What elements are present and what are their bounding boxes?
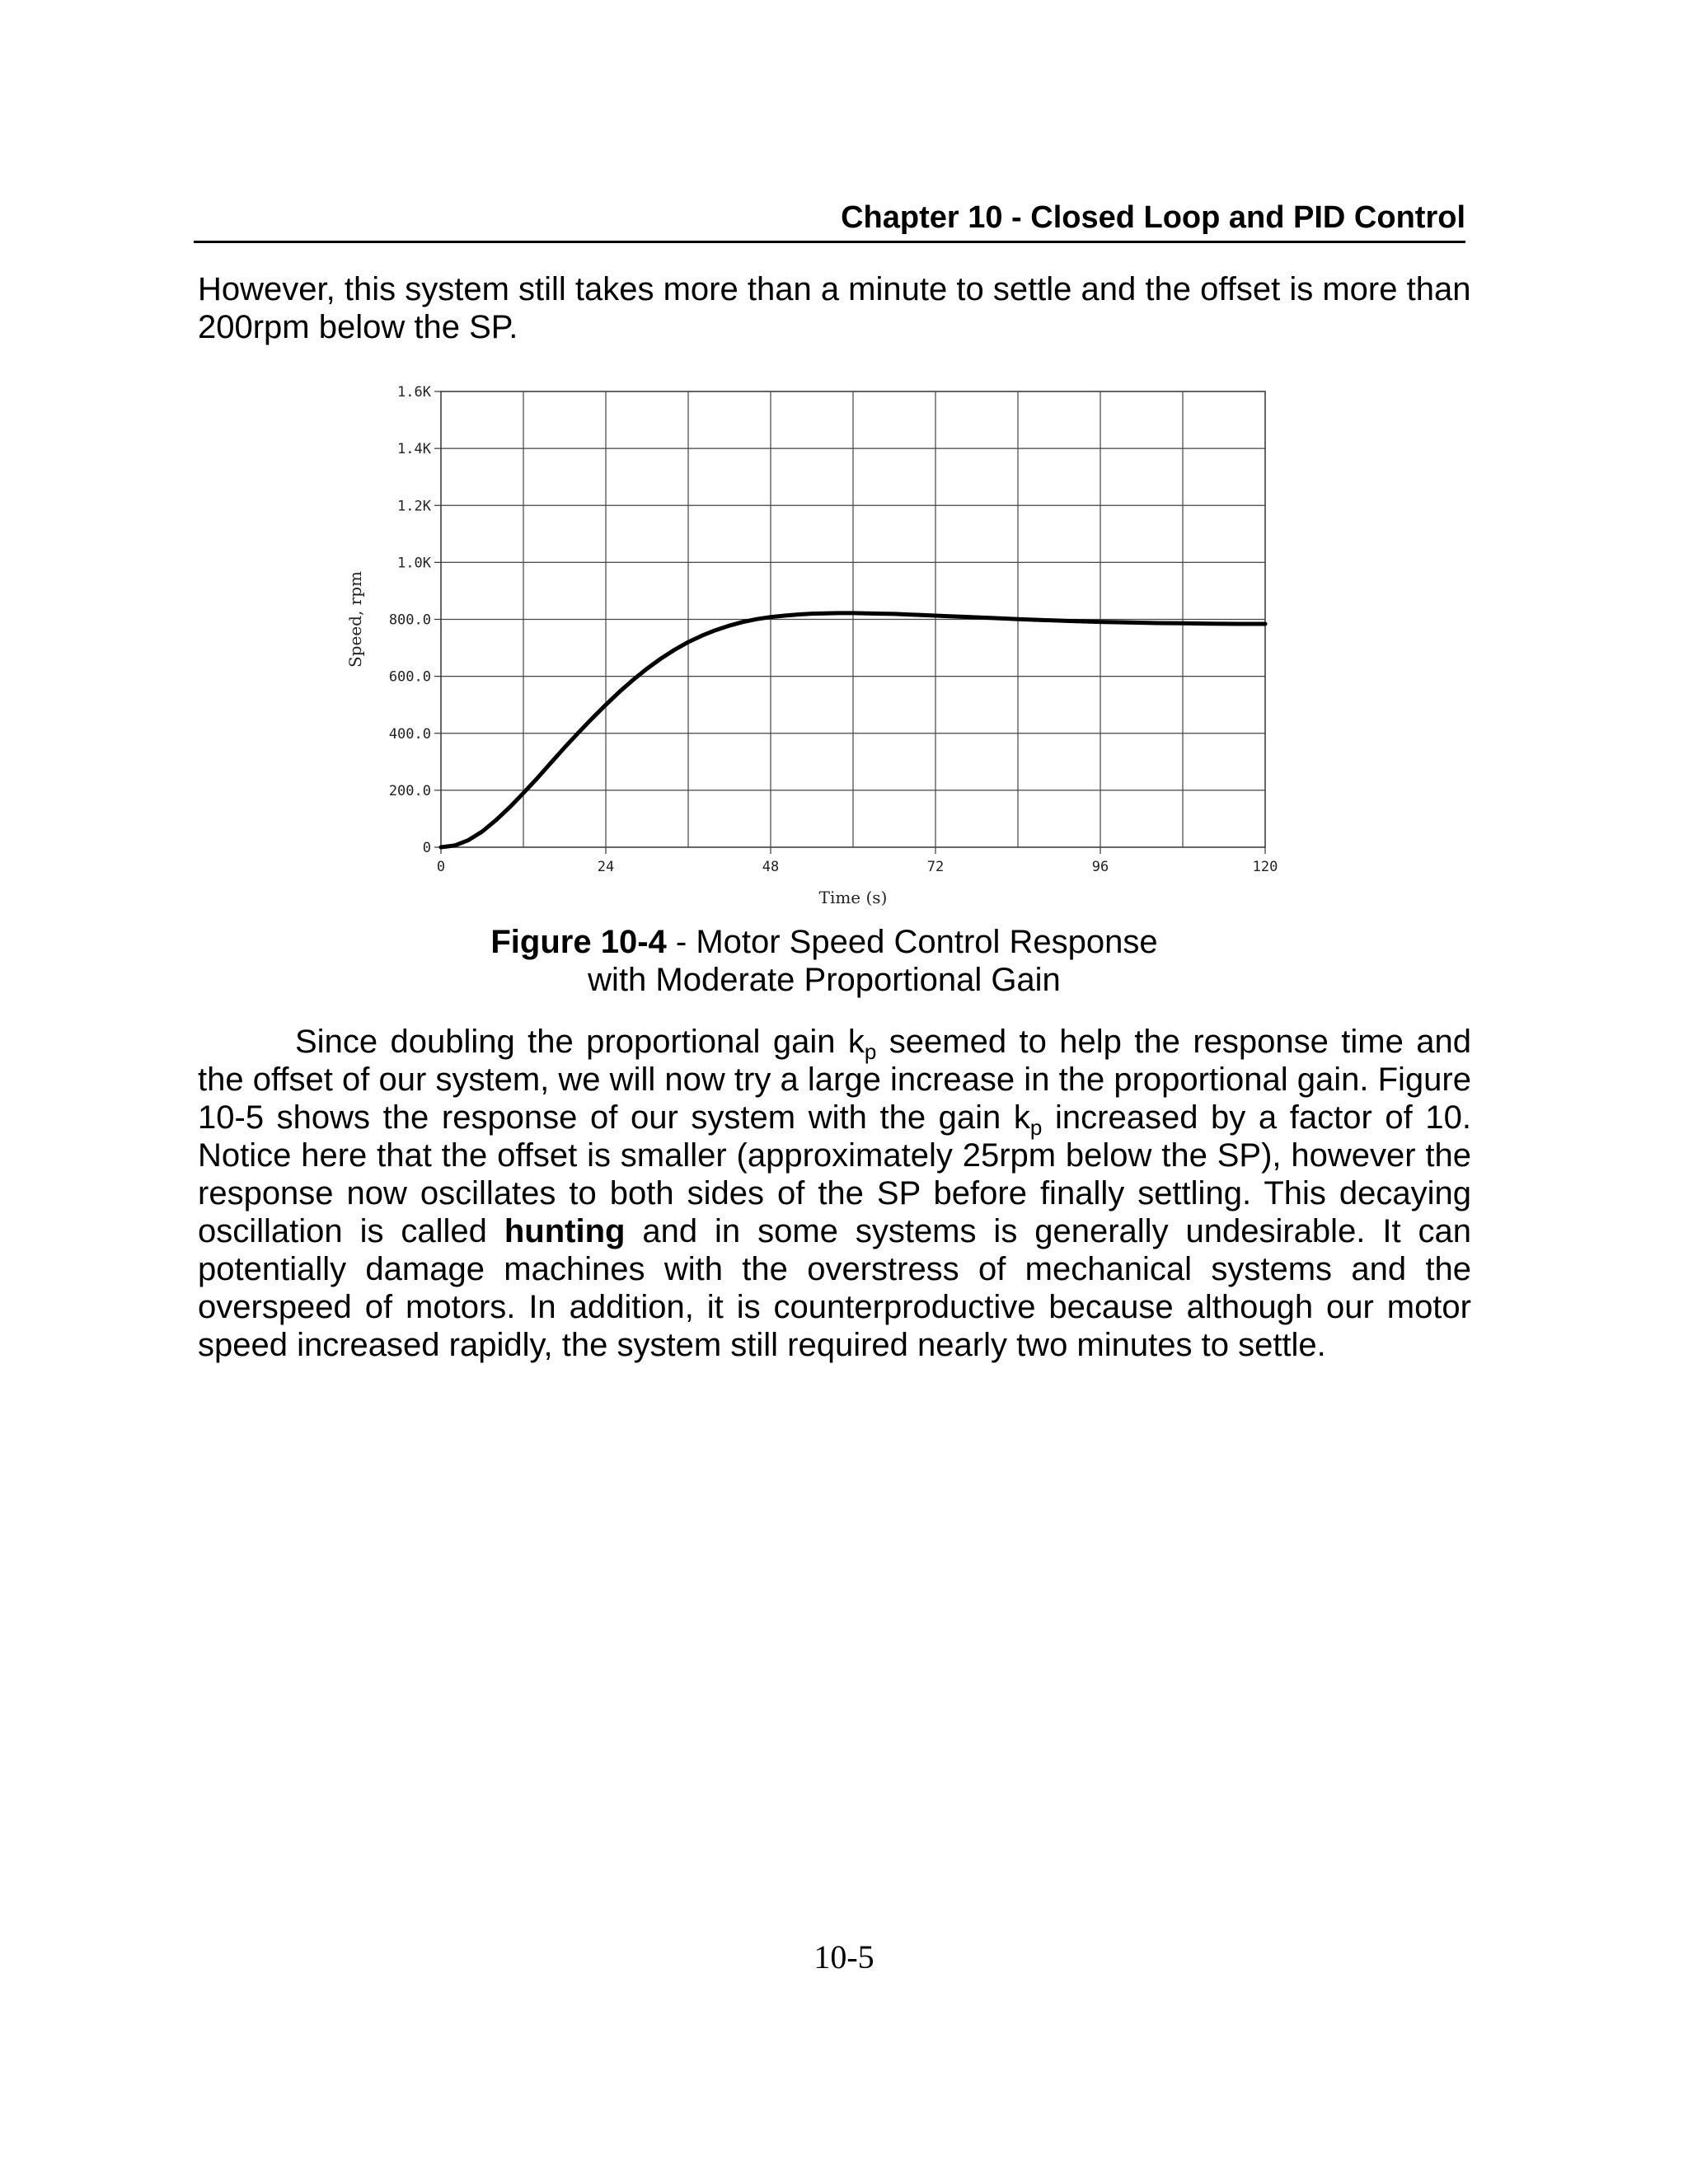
body-paragraph (198, 1023, 1471, 1364)
caption-line-1 (330, 923, 1319, 961)
chapter-header (194, 199, 1465, 243)
figure-10-4 (330, 375, 1319, 935)
body-text-run-3: increased by a factor of 10. Notice here that the offset is smaller (approximately 25rpm below the SP), however the response now oscillates to both sides of the SP before finally settling. This decaying oscillation is called (198, 1099, 1471, 1249)
x-tick-label: 24 (597, 859, 615, 875)
x-tick-label: 48 (762, 859, 780, 875)
y-tick-label: 800.0 (388, 612, 431, 629)
x-tick-label: 120 (1252, 859, 1278, 875)
y-tick-label: 200.0 (388, 782, 431, 799)
x-tick-label: 72 (926, 859, 945, 875)
intro-paragraph: However, this system still takes more than a minute to settle and the offset is more than 200rpm below the SP. (198, 271, 1471, 345)
body-text (198, 1023, 1471, 1364)
y-tick-label: 1.4K (397, 441, 431, 458)
caption-title-text: - Motor Speed Control Response (666, 924, 1158, 960)
x-axis-title: Time (s) (818, 888, 888, 907)
body-text-run-2: seemed to help the response time and the offset of our system, we will now try a large increase in the proportional gain. Figure 10-5 shows the response of our system with the gain k (198, 1024, 1472, 1136)
page-number: 10-5 (814, 1938, 874, 1975)
y-axis-title: Speed, rpm (345, 570, 365, 668)
kp-subscript: p (1029, 1115, 1043, 1140)
figure-label: Figure 10-4 (490, 924, 667, 960)
y-tick-label: 1.0K (397, 555, 431, 572)
y-tick-label: 1.2K (397, 498, 431, 515)
hunting-term: hunting (504, 1213, 626, 1249)
y-tick-label: 1.6K (397, 384, 431, 401)
figure-caption (330, 923, 1319, 999)
y-tick-label: 600.0 (388, 668, 431, 686)
x-tick-label: 96 (1091, 859, 1109, 875)
speed-response-chart (330, 375, 1319, 935)
y-tick-label: 0 (422, 840, 431, 856)
chapter-title: Chapter 10 - Closed Loop and PID Control (841, 200, 1465, 235)
x-tick-label: 0 (436, 859, 446, 875)
y-tick-label: 400.0 (388, 725, 431, 743)
kp-subscript: p (864, 1039, 877, 1064)
body-text-run-4: and in some systems is generally undesirable. It can potentially damage machines with the overstress of mechanical systems and the overspeed of motors. In addition, it is counterproductive because although our motor speed increased rapidly, the system still required nearly two minutes to settle. (198, 1213, 1471, 1363)
body-text-run-1: Since doubling the proportional gain k (295, 1024, 865, 1060)
caption-line-2: with Moderate Proportional Gain (588, 962, 1061, 998)
